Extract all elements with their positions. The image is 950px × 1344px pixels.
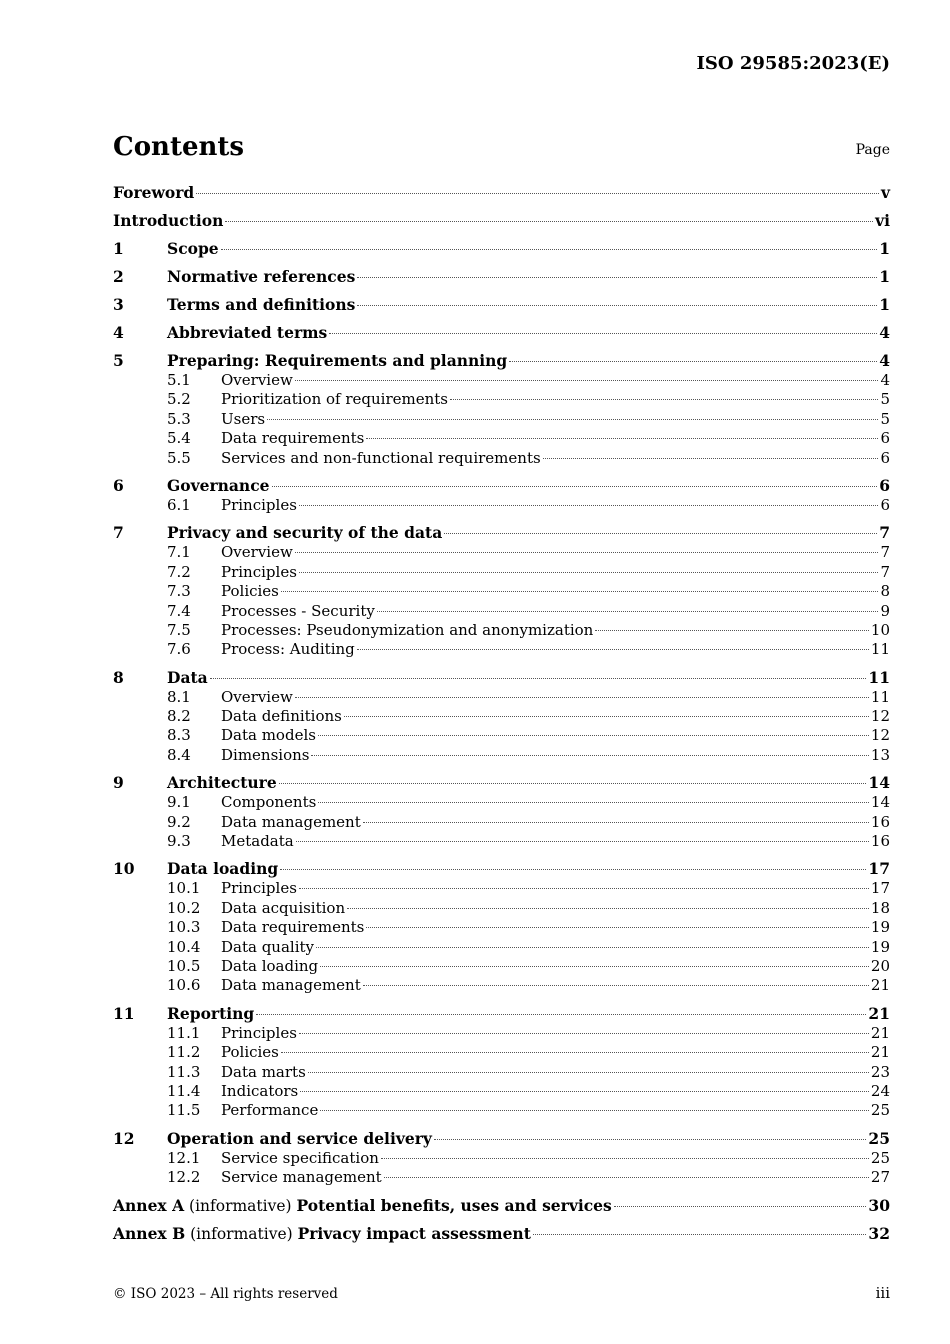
toc-entry-title: Service management — [221, 1168, 382, 1187]
toc-entry-title: Data requirements — [221, 918, 365, 937]
dot-leader — [347, 908, 869, 909]
toc-entry[interactable] — [113, 211, 890, 231]
toc-entry-title: Data requirements — [221, 429, 365, 448]
toc-entry-number: 11.5 — [167, 1101, 201, 1120]
toc-entry[interactable] — [113, 323, 890, 343]
toc-subentry[interactable] — [113, 746, 890, 765]
dot-leader — [614, 1206, 867, 1207]
toc-entry-number: 8.2 — [167, 707, 191, 726]
dot-leader — [267, 419, 878, 420]
dot-leader — [329, 333, 877, 334]
toc-entry-number: 1 — [113, 239, 124, 258]
annex-title: Potential benefits, uses and services — [296, 1195, 612, 1215]
toc-entry-page: 24 — [870, 1081, 890, 1100]
toc-entry-title: Foreword — [113, 183, 195, 202]
toc-entry-page: 4 — [880, 371, 890, 389]
dot-leader — [299, 1033, 869, 1034]
toc-subentry[interactable] — [113, 602, 890, 621]
toc-entry-title: Dimensions — [221, 745, 310, 764]
toc-entry-title: Components — [221, 793, 317, 812]
toc-entry-title: Principles — [221, 879, 297, 898]
dot-leader — [256, 1014, 866, 1015]
toc-entry-title: Principles — [221, 1023, 297, 1042]
toc-entry-page: 1 — [879, 267, 890, 286]
toc-entry-title: Prioritization of requirements — [221, 390, 449, 409]
toc-subentry[interactable] — [113, 793, 890, 812]
toc-entry-number: 7.3 — [167, 582, 191, 601]
toc-entry-page: 14 — [868, 773, 890, 793]
toc-subentry[interactable] — [113, 563, 890, 582]
toc-entry-number: 9.3 — [167, 832, 191, 851]
toc-entry-page: 5 — [880, 390, 890, 409]
dot-leader — [533, 1234, 867, 1235]
toc-entry-number: 11 — [113, 1003, 135, 1023]
toc-subentry[interactable] — [113, 726, 890, 745]
toc-entry-number: 6 — [113, 475, 124, 495]
toc-entry[interactable] — [113, 239, 890, 259]
annex-type: (informative) — [184, 1196, 297, 1215]
toc-entry-title: Abbreviated terms — [167, 323, 328, 342]
toc-entry-number: 9.2 — [167, 812, 191, 831]
toc-entry-number: 8.4 — [167, 745, 191, 764]
toc-subentry[interactable] — [113, 640, 890, 659]
toc-entry-title: Data management — [221, 976, 361, 995]
dot-leader — [363, 822, 869, 823]
toc-subentry[interactable] — [113, 899, 890, 918]
toc-entry-number: 10.5 — [167, 956, 201, 975]
toc-entry-number: 10.3 — [167, 918, 201, 937]
toc-entry-number: 5.1 — [167, 371, 191, 389]
toc-entry-title: Indicators — [221, 1081, 299, 1100]
toc-entry-page: 4 — [879, 351, 890, 370]
toc-entry-title: Data models — [221, 726, 316, 745]
toc-entry-title: Normative references — [167, 267, 356, 286]
toc-entry-number: 10 — [113, 859, 135, 879]
toc-entry-number: 10.2 — [167, 898, 201, 917]
toc-subentry[interactable] — [113, 1101, 890, 1120]
dot-leader — [318, 735, 869, 736]
page-column-label: Page — [855, 142, 890, 158]
toc-subentry[interactable] — [113, 496, 890, 515]
toc-entry-page: 21 — [870, 1043, 890, 1062]
toc-entry-page: 14 — [870, 793, 890, 812]
toc-entry-number: 12 — [113, 1128, 135, 1148]
toc-entry-title: Reporting — [167, 1003, 255, 1023]
toc-entry-page: 11 — [870, 687, 890, 706]
toc-entry-title: Services and non-functional requirements — [221, 448, 541, 467]
dot-leader — [344, 716, 869, 717]
dot-leader — [295, 697, 869, 698]
toc-entry-page: 17 — [870, 879, 890, 898]
toc-entry-number: 8 — [113, 667, 124, 687]
dot-leader — [281, 591, 879, 592]
toc-entry-page: 19 — [870, 918, 890, 937]
toc-entry-title: Policies — [221, 1043, 279, 1062]
toc-subentry[interactable] — [113, 582, 890, 601]
toc-subentry[interactable] — [113, 957, 890, 976]
toc-entry-page: 25 — [870, 1101, 890, 1120]
toc-entry-title: Overview — [221, 543, 293, 562]
toc-subentry[interactable] — [113, 1024, 890, 1043]
dot-leader — [300, 1091, 869, 1092]
toc-entry-number: 5.3 — [167, 409, 191, 428]
toc-entry-title: Service specification — [221, 1148, 379, 1167]
toc-entry-title: Data management — [221, 812, 361, 831]
toc-entry-title: Processes: Pseudonymization and anonymization — [221, 620, 594, 639]
toc-entry-title: Scope — [167, 239, 219, 258]
toc-entry-number: 11.3 — [167, 1062, 201, 1081]
toc-entry-number: 8.1 — [167, 687, 191, 706]
toc-entry-number: 10.1 — [167, 879, 201, 898]
dot-leader — [295, 552, 879, 553]
dot-leader — [316, 947, 869, 948]
toc-entry-title: Data marts — [221, 1062, 306, 1081]
annex-label: Annex B — [113, 1223, 186, 1243]
toc-entry-page: 6 — [880, 448, 890, 467]
toc-entry[interactable] — [113, 1129, 890, 1149]
dot-leader — [381, 1158, 869, 1159]
dot-leader — [363, 985, 869, 986]
toc-entry[interactable] — [113, 1224, 890, 1244]
table-of-contents — [113, 183, 890, 1244]
toc-entry-title: Overview — [221, 371, 293, 389]
toc-entry-number: 2 — [113, 267, 124, 286]
toc-entry-title: Governance — [167, 475, 270, 495]
dot-leader — [366, 927, 869, 928]
dot-leader — [318, 802, 869, 803]
toc-subentry[interactable] — [113, 688, 890, 707]
toc-subentry[interactable] — [113, 410, 890, 429]
toc-entry-number: 5 — [113, 351, 124, 370]
toc-subentry[interactable] — [113, 371, 890, 390]
document-id: ISO 29585:2023(E) — [696, 53, 890, 74]
toc-entry-number: 7.4 — [167, 601, 191, 620]
toc-entry-page: 16 — [870, 812, 890, 831]
toc-subentry[interactable] — [113, 918, 890, 937]
toc-entry[interactable] — [113, 1196, 890, 1216]
toc-entry[interactable] — [113, 351, 890, 371]
toc-entry-page: 20 — [870, 956, 890, 975]
footer-copyright: © ISO 2023 – All rights reserved — [113, 1286, 338, 1302]
dot-leader — [281, 1052, 869, 1053]
annex-type: (informative) — [185, 1224, 298, 1243]
toc-entry-page: 27 — [870, 1168, 890, 1187]
dot-leader — [434, 1139, 867, 1140]
toc-entry-page: 18 — [870, 898, 890, 917]
toc-entry-title: Metadata — [221, 832, 294, 851]
contents-title: Contents — [113, 132, 245, 162]
toc-entry-number: 11.1 — [167, 1023, 201, 1042]
toc-entry-number: 7.5 — [167, 620, 191, 639]
toc-entry-page: 1 — [879, 239, 890, 258]
toc-entry-number: 7.6 — [167, 640, 191, 659]
dot-leader — [444, 533, 877, 534]
toc-entry-page: 8 — [880, 582, 890, 601]
toc-entry-title: Principles — [221, 495, 297, 514]
toc-entry-number: 10.6 — [167, 976, 201, 995]
toc-entry-page: 6 — [880, 495, 890, 514]
toc-subentry[interactable] — [113, 813, 890, 832]
toc-entry-number: 11.4 — [167, 1081, 201, 1100]
toc-entry-title: Data loading — [167, 859, 279, 879]
toc-entry-title: Overview — [221, 687, 293, 706]
toc-entry-number: 7 — [113, 523, 124, 543]
toc-entry-number: 5.4 — [167, 429, 191, 448]
toc-entry-page: 7 — [880, 562, 890, 581]
dot-leader — [357, 277, 877, 278]
dot-leader — [210, 678, 867, 679]
toc-subentry[interactable] — [113, 1063, 890, 1082]
toc-entry-title: Policies — [221, 582, 279, 601]
toc-subentry[interactable] — [113, 1082, 890, 1101]
toc-entry-title: Data definitions — [221, 707, 342, 726]
toc-entry-page: 21 — [868, 1003, 890, 1023]
toc-entry-number: 12.2 — [167, 1168, 201, 1187]
toc-entry-page: 13 — [870, 745, 890, 764]
toc-subentry[interactable] — [113, 390, 890, 409]
toc-entry[interactable] — [113, 523, 890, 543]
annex-label: Annex A — [113, 1195, 185, 1215]
toc-entry-title: Terms and definitions — [167, 295, 356, 314]
toc-entry-page: 25 — [870, 1148, 890, 1167]
toc-entry-title: Privacy and security of the data — [167, 523, 443, 543]
toc-entry[interactable] — [113, 267, 890, 287]
toc-entry[interactable] — [113, 476, 890, 496]
toc-entry-title: Data loading — [221, 956, 319, 975]
dot-leader — [320, 966, 869, 967]
toc-entry-page: 4 — [879, 323, 890, 342]
toc-entry-number: 7.1 — [167, 543, 191, 562]
toc-entry-page: 9 — [880, 601, 890, 620]
dot-leader — [357, 649, 869, 650]
toc-entry-title — [113, 1224, 531, 1244]
toc-entry-title: Performance — [221, 1101, 319, 1120]
toc-entry-title: Process: Auditing — [221, 640, 355, 659]
toc-entry-title: Data — [167, 667, 208, 687]
toc-entry-page: 1 — [879, 295, 890, 314]
toc-entry-page: 6 — [879, 475, 890, 495]
toc-entry-page: 10 — [870, 620, 890, 639]
dot-leader — [384, 1177, 869, 1178]
toc-subentry[interactable] — [113, 938, 890, 957]
toc-entry-page: 12 — [870, 707, 890, 726]
dot-leader — [272, 486, 878, 487]
toc-subentry[interactable] — [113, 429, 890, 448]
dot-leader — [299, 888, 869, 889]
toc-entry-number: 9 — [113, 773, 124, 793]
toc-entry-number: 3 — [113, 295, 124, 314]
toc-subentry[interactable] — [113, 707, 890, 726]
toc-entry-title: Introduction — [113, 211, 224, 230]
toc-entry-page: 11 — [868, 667, 890, 687]
toc-entry[interactable] — [113, 1004, 890, 1024]
dot-leader — [357, 305, 877, 306]
dot-leader — [366, 438, 878, 439]
toc-entry[interactable] — [113, 183, 890, 203]
toc-entry-title: Operation and service delivery — [167, 1128, 432, 1148]
toc-entry-page: 17 — [868, 859, 890, 879]
toc-entry-page: 21 — [870, 1023, 890, 1042]
toc-entry[interactable] — [113, 295, 890, 315]
toc-entry[interactable] — [113, 859, 890, 879]
toc-entry-title: Preparing: Requirements and planning — [167, 351, 508, 370]
dot-leader — [299, 505, 879, 506]
toc-subentry[interactable] — [113, 879, 890, 898]
toc-entry-page: 7 — [879, 523, 890, 543]
toc-entry-number: 6.1 — [167, 495, 191, 514]
toc-subentry[interactable] — [113, 1149, 890, 1168]
dot-leader — [279, 783, 867, 784]
toc-entry-page: v — [880, 183, 890, 202]
toc-entry-page: 5 — [880, 409, 890, 428]
toc-entry-page: 16 — [870, 832, 890, 851]
toc-entry-title: Users — [221, 409, 266, 428]
toc-subentry[interactable] — [113, 621, 890, 640]
toc-entry-page: 6 — [880, 429, 890, 448]
toc-entry-title: Architecture — [167, 773, 277, 793]
dot-leader — [299, 572, 879, 573]
toc-subentry[interactable] — [113, 976, 890, 995]
toc-subentry[interactable] — [113, 1168, 890, 1187]
dot-leader — [221, 249, 878, 250]
dot-leader — [295, 380, 879, 381]
toc-entry-page: vi — [875, 211, 890, 230]
toc-entry-title: Data acquisition — [221, 898, 346, 917]
toc-entry-number: 10.4 — [167, 937, 201, 956]
footer-page-number: iii — [875, 1284, 890, 1302]
dot-leader — [196, 193, 879, 194]
toc-entry-page: 19 — [870, 937, 890, 956]
dot-leader — [280, 869, 866, 870]
dot-leader — [308, 1072, 869, 1073]
toc-subentry[interactable] — [113, 449, 890, 468]
toc-entry-number: 12.1 — [167, 1148, 201, 1167]
toc-entry-title — [113, 1196, 612, 1216]
toc-entry-title: Data quality — [221, 937, 315, 956]
toc-subentry[interactable] — [113, 832, 890, 851]
toc-entry-number: 8.3 — [167, 726, 191, 745]
toc-entry-page: 21 — [870, 976, 890, 995]
dot-leader — [296, 841, 869, 842]
dot-leader — [450, 399, 878, 400]
toc-entry[interactable] — [113, 773, 890, 793]
dot-leader — [311, 755, 868, 756]
dot-leader — [377, 611, 879, 612]
toc-entry-title: Principles — [221, 562, 297, 581]
toc-entry-number: 5.2 — [167, 390, 191, 409]
toc-entry-page: 12 — [870, 726, 890, 745]
toc-subentry[interactable] — [113, 1043, 890, 1062]
toc-entry-number: 5.5 — [167, 448, 191, 467]
toc-entry-title: Processes - Security — [221, 601, 375, 620]
dot-leader — [320, 1110, 869, 1111]
toc-entry[interactable] — [113, 668, 890, 688]
toc-entry-page: 25 — [868, 1128, 890, 1148]
annex-title: Privacy impact assessment — [297, 1223, 531, 1243]
dot-leader — [595, 630, 869, 631]
toc-entry-number: 11.2 — [167, 1043, 201, 1062]
toc-entry-number: 4 — [113, 323, 124, 342]
toc-entry-number: 7.2 — [167, 562, 191, 581]
toc-entry-page: 30 — [868, 1195, 890, 1215]
toc-entry-page: 32 — [868, 1223, 890, 1243]
toc-entry-page: 23 — [870, 1062, 890, 1081]
dot-leader — [509, 361, 877, 362]
toc-subentry[interactable] — [113, 543, 890, 562]
dot-leader — [225, 221, 873, 222]
toc-entry-page: 11 — [870, 640, 890, 659]
dot-leader — [543, 458, 879, 459]
toc-entry-number: 9.1 — [167, 793, 191, 812]
toc-entry-page: 7 — [880, 543, 890, 562]
